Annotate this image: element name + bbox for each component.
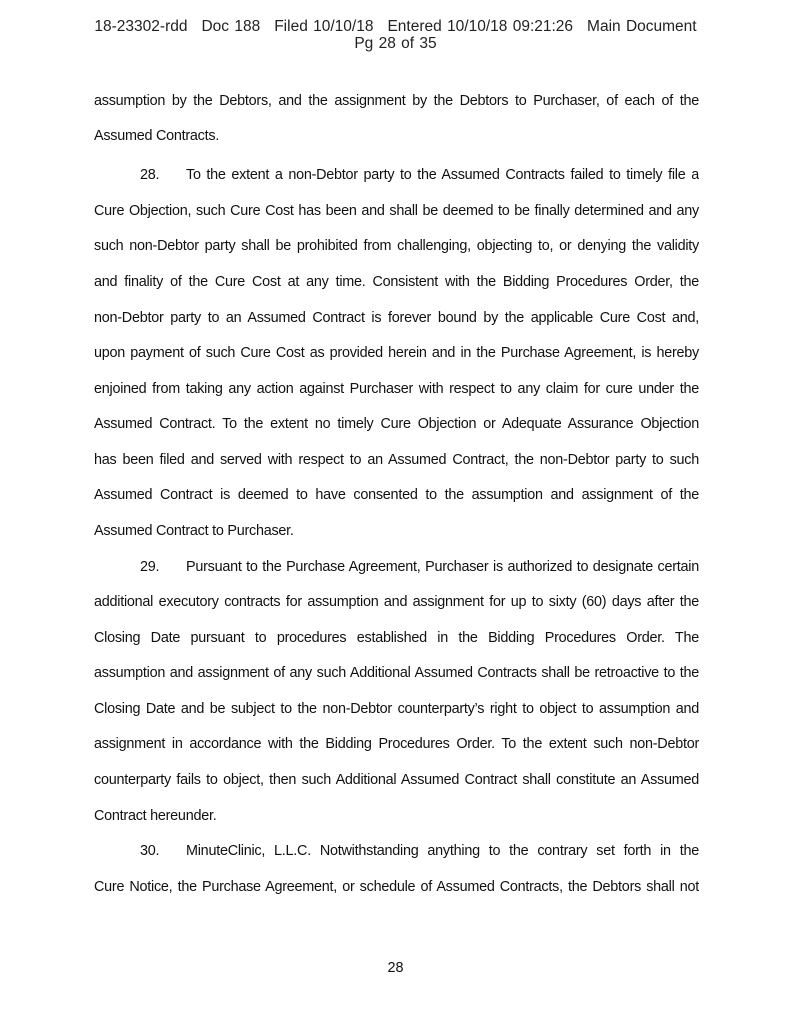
paragraph-28-first-line (94, 166, 699, 184)
page-of-count: Pg 28 of 35 (354, 35, 437, 52)
text-line: additional executory contracts for assumption and assignment for up to sixty (60) days after the (94, 594, 699, 610)
text-line: Cure Objection, such Cure Cost has been and shall be deemed to be finally determined and any (94, 203, 699, 219)
text-line: Pursuant to the Purchase Agreement, Purchaser is authorized to designate certain (186, 559, 699, 575)
text-line: Contract hereunder. (94, 808, 217, 824)
document-title: Main Document (587, 18, 697, 35)
text-line: counterparty fails to object, then such Additional Assumed Contract shall constitute an Assumed (94, 772, 699, 788)
text-line: assumption by the Debtors, and the assignment by the Debtors to Purchaser, of each of the (94, 93, 699, 109)
text-line: assumption and assignment of any such Additional Assumed Contracts shall be retroactive to the (94, 665, 699, 681)
text-line: Closing Date pursuant to procedures established in the Bidding Procedures Order. The (94, 630, 699, 646)
text-line: To the extent a non-Debtor party to the Assumed Contracts failed to timely file a (186, 167, 699, 183)
paragraph-30-first-line (94, 842, 699, 860)
text-line: such non-Debtor party shall be prohibited from challenging, objecting to, or denying the validity (94, 238, 699, 254)
paragraph-29-first-line (94, 558, 699, 576)
entered-date: Entered 10/10/18 09:21:26 (387, 18, 574, 35)
text-line: Assumed Contract is deemed to have consented to the assumption and assignment of the (94, 487, 699, 503)
doc-number: Doc 188 (201, 18, 261, 35)
page-number: 28 (387, 960, 404, 976)
filed-date: Filed 10/10/18 (274, 18, 374, 35)
text-line: Assumed Contracts. (94, 128, 220, 144)
text-line: Assumed Contract to Purchaser. (94, 523, 294, 539)
text-line: upon payment of such Cure Cost as provided herein and in the Purchase Agreement, is hereby (94, 345, 699, 361)
text-line: enjoined from taking any action against Purchaser with respect to any claim for cure under the (94, 381, 699, 397)
text-line: assignment in accordance with the Bidding Procedures Order. To the extent such non-Debtor (94, 736, 699, 752)
text-line: Assumed Contract. To the extent no timely Cure Objection or Adequate Assurance Objection (94, 416, 699, 432)
text-line: and finality of the Cure Cost at any time. Consistent with the Bidding Procedures Order, the (94, 274, 699, 290)
text-line: has been filed and served with respect to an Assumed Contract, the non-Debtor party to such (94, 452, 699, 468)
paragraph-number: 30. (140, 843, 160, 859)
text-line: Cure Notice, the Purchase Agreement, or schedule of Assumed Contracts, the Debtors shall not (94, 879, 699, 895)
text-line: MinuteClinic, L.L.C. Notwithstanding anything to the contrary set forth in the (186, 843, 699, 859)
filing-header (0, 18, 791, 52)
case-number: 18-23302-rdd (94, 18, 188, 35)
paragraph-number: 29. (140, 559, 160, 575)
text-line: Closing Date and be subject to the non-Debtor counterparty’s right to object to assumption and (94, 701, 699, 717)
paragraph-number: 28. (140, 167, 160, 183)
text-line: non-Debtor party to an Assumed Contract is forever bound by the applicable Cure Cost and, (94, 310, 699, 326)
